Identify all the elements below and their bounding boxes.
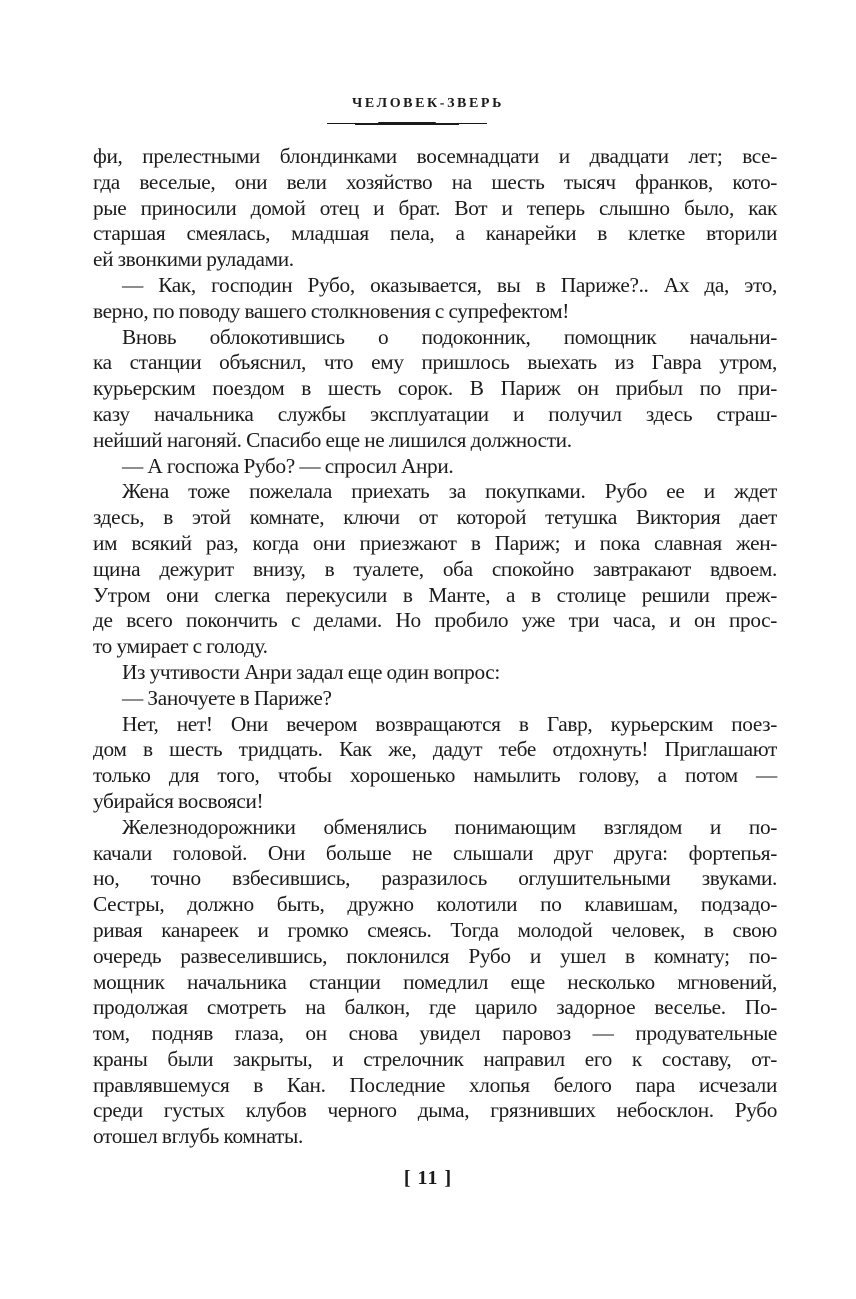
text-line: среди густых клубов черного дыма, грязнивших небосклон. Рубо: [93, 1098, 777, 1123]
text-line: Жена тоже пожелала приехать за покупками. Рубо ее и ждет: [122, 479, 777, 504]
running-head-rule-thick: [378, 122, 436, 125]
text-line: отошел вглубь комнаты.: [93, 1124, 303, 1149]
text-line: нейший нагоняй. Спасибо еще не лишился должности.: [93, 427, 572, 452]
text-line: Вновь облокотившись о подоконник, помощник начальни-: [122, 324, 777, 349]
text-line: — Заночуете в Париже?: [122, 685, 332, 710]
text-line: им всякий раз, когда они приезжают в Париж; и пока славная жен-: [93, 530, 777, 555]
text-line: ка станции объяснил, что ему пришлось выехать из Гавра утром,: [93, 350, 777, 375]
text-line: только для того, чтобы хорошенько намылить голову, а потом —: [93, 763, 777, 788]
text-line: рые приносили домой отец и брат. Вот и теперь слышно было, как: [93, 195, 777, 220]
text-line: убирайся восвояси!: [93, 788, 264, 813]
text-line: краны были закрыты, и стрелочник направил его к составу, от-: [93, 1046, 777, 1071]
text-line: Железнодорожники обменялись понимающим взглядом и по-: [122, 814, 777, 839]
text-line: ривая канареек и громко смеясь. Тогда молодой человек, в свою: [93, 917, 777, 942]
text-line: старшая смеялась, младшая пела, а канарейки в клетке вторили: [93, 221, 777, 246]
running-head-title: ЧЕЛОВЕК-ЗВЕРЬ: [352, 96, 504, 111]
text-line: здесь, в этой комнате, ключи от которой тетушка Виктория дает: [93, 505, 777, 530]
text-line: казу начальника службы эксплуатации и получил здесь страш-: [93, 401, 777, 426]
text-line: правлявшемуся в Кан. Последние хлопья белого пара исчезали: [93, 1072, 777, 1097]
text-line: ей звонкими руладами.: [93, 247, 294, 272]
text-line: дом в шесть тридцать. Как же, дадут тебе отдохнуть! Приглашают: [93, 737, 777, 762]
text-line: очередь развеселившись, поклонился Рубо и ушел в комнату; по-: [93, 943, 777, 968]
text-line: Сестры, должно быть, дружно колотили по клавишам, подзадо-: [93, 892, 777, 917]
text-line: Из учтивости Анри задал еще один вопрос:: [122, 659, 500, 684]
text-line: курьерским поездом в шесть сорок. В Париж он прибыл по при-: [93, 376, 777, 401]
body-text: [93, 144, 777, 1150]
text-line: верно, по поводу вашего столкновения с супрефектом!: [93, 298, 569, 323]
text-line: мощник начальника станции помедлил еще несколько мгновений,: [93, 969, 777, 994]
text-line: Утром они слегка перекусили в Манте, а в столице решили преж-: [93, 582, 777, 607]
text-line: гда веселые, они вели хозяйство на шесть тысяч франков, кото-: [93, 169, 777, 194]
page-number: [ 11 ]: [403, 1167, 453, 1189]
text-line: — А госпожа Рубо? — спросил Анри.: [122, 453, 454, 478]
text-line: но, точно взбесившись, разразилось оглушительными звуками.: [93, 866, 777, 891]
text-line: — Как, господин Рубо, оказывается, вы в Париже?.. Ах да, это,: [122, 272, 777, 297]
text-line: продолжая смотреть на балкон, где царило задорное веселье. По-: [93, 995, 777, 1020]
text-line: то умирает с голоду.: [93, 634, 268, 659]
text-line: фи, прелестными блондинками восемнадцати и двадцати лет; все-: [93, 144, 777, 168]
text-line: качали головой. Они больше не слышали друг друга: фортепья-: [93, 840, 777, 865]
text-line: де всего покончить с делами. Но пробило уже три часа, и он прос-: [93, 608, 777, 633]
text-line: том, подняв глаза, он снова увидел паровоз — продувательные: [93, 1021, 777, 1046]
text-line: щина дежурит внизу, в туалете, оба спокойно завтракают вдвоем.: [93, 556, 777, 581]
text-line: Нет, нет! Они вечером возвращаются в Гавр, курьерским поез-: [122, 711, 777, 736]
